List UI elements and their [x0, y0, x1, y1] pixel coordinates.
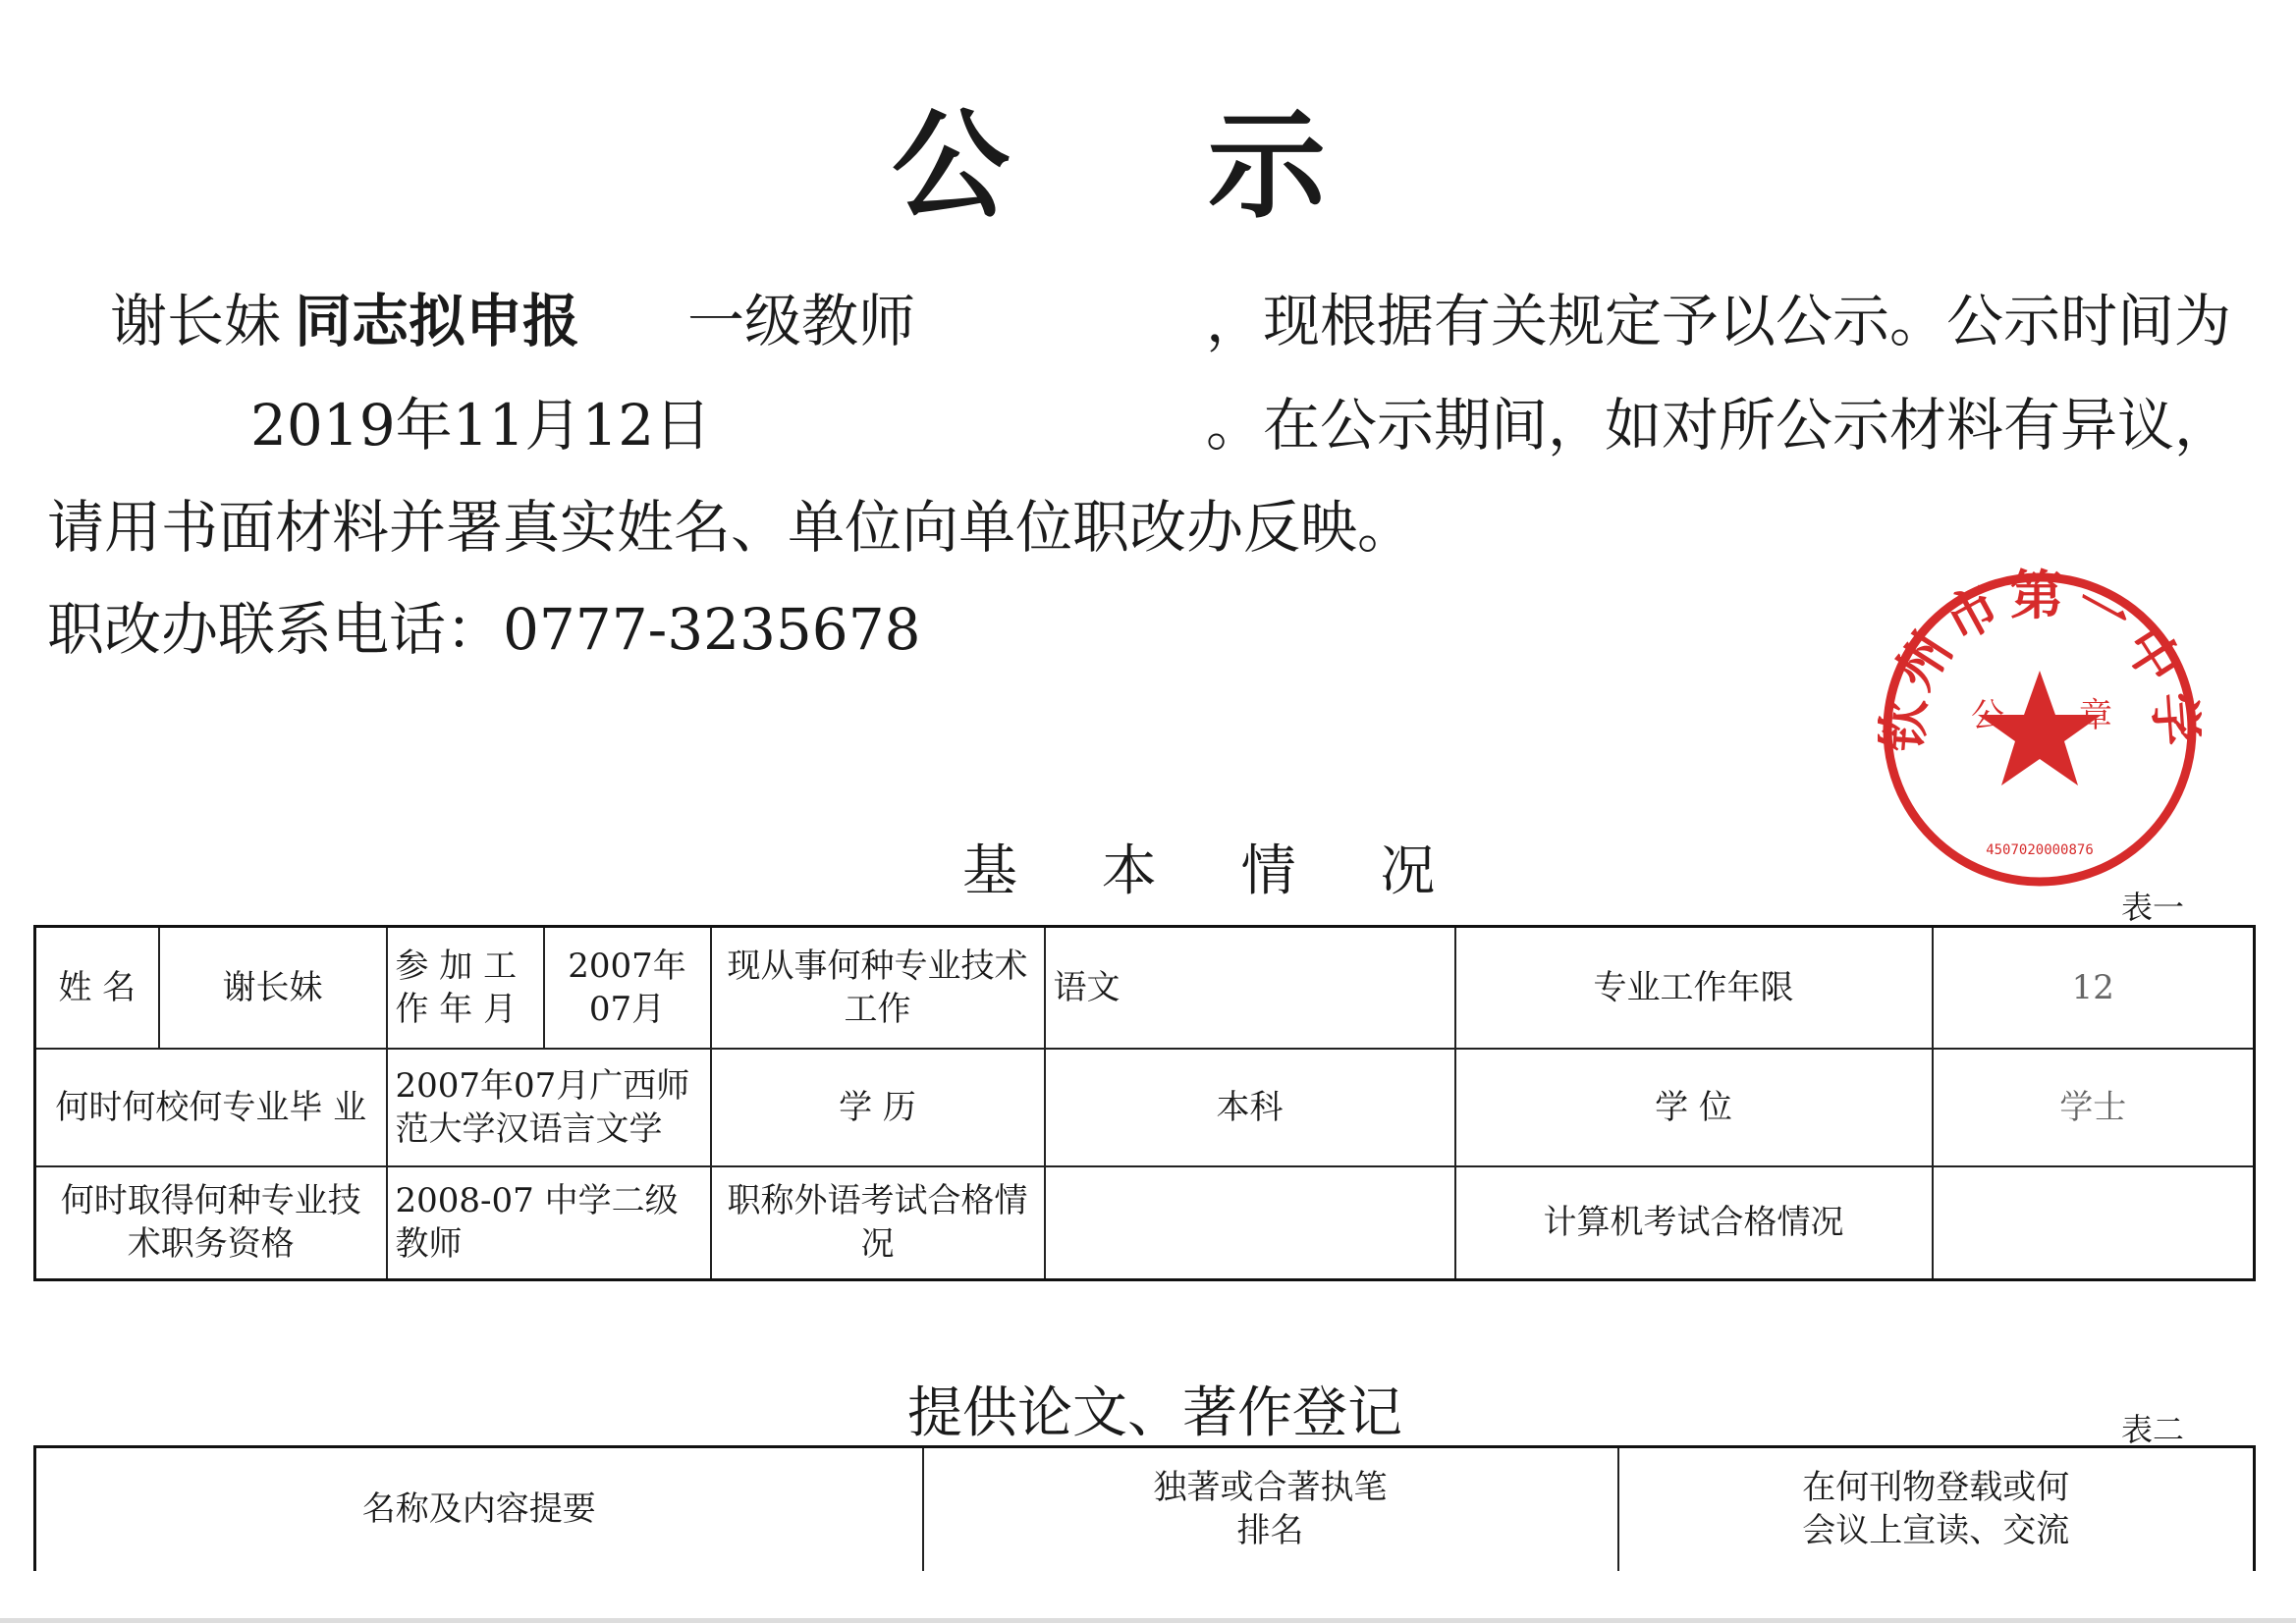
table-row [35, 1447, 2255, 1571]
official-seal [1878, 568, 2202, 892]
label-computer-exam: 计算机考试合格情况 [1455, 1166, 1933, 1280]
notice-line2-tail: 。在公示期间，如对所公示材料有异议， [1206, 392, 2232, 459]
table2-title: 提供论文、著作登记 [907, 1381, 1402, 1445]
value-degree: 学士 [1933, 1049, 2255, 1166]
notice-line1-verb: 同志拟申报 [295, 288, 580, 354]
notice-line1-tail: ，现根据有关规定予以公示。公示时间为 [1206, 288, 2232, 354]
table2-tag: 表二 [2121, 1411, 2185, 1448]
seal-serial: 4507020000876 [1986, 842, 2094, 858]
label-work-start: 参 加 工作 年 月 [387, 927, 544, 1049]
label-current-work: 现从事何种专业技术工作 [711, 927, 1045, 1049]
page-edge [0, 1618, 2296, 1623]
header-publication: 在何刊物登载或何会议上宣读、交流 [1618, 1447, 2255, 1571]
value-graduation: 2007年07月广西师范大学汉语言文学 [387, 1049, 711, 1166]
basic-info-table [33, 925, 2256, 1281]
table1-title: 基 本 情 况 [962, 839, 1469, 903]
papers-table [33, 1445, 2256, 1571]
notice-title: 公 示 [892, 98, 1404, 235]
table1-tag: 表一 [2121, 889, 2185, 926]
seal-ring-text: 钦州市第一中学 [1878, 568, 2202, 754]
value-qualification: 2008-07 中学二级教师 [387, 1166, 711, 1280]
seal-center-left: 公 [1971, 696, 2004, 735]
value-computer-exam [1933, 1166, 2255, 1280]
header-title: 名称及内容提要 [35, 1447, 923, 1571]
notice-date: 2019年11月12日 [250, 392, 712, 459]
header-authorship: 独著或合著执笔排名 [923, 1447, 1618, 1571]
table-row [35, 927, 2255, 1049]
value-name: 谢长妹 [159, 927, 387, 1049]
label-work-years: 专业工作年限 [1455, 927, 1933, 1049]
label-name: 姓 名 [35, 927, 159, 1049]
value-education: 本科 [1045, 1049, 1455, 1166]
contact-phone: 职改办联系电话：0777-3235678 [47, 596, 921, 663]
value-current-work: 语文 [1045, 927, 1455, 1049]
table-row [35, 1166, 2255, 1280]
label-education: 学 历 [711, 1049, 1045, 1166]
value-work-years: 12 [1933, 927, 2255, 1049]
notice-line1-name: 谢长妹 [110, 288, 282, 354]
label-qualification: 何时取得何种专业技术职务资格 [35, 1166, 387, 1280]
table-row [35, 1049, 2255, 1166]
seal-center-right: 章 [2079, 696, 2112, 735]
label-graduation: 何时何校何专业毕 业 [35, 1049, 387, 1166]
label-degree: 学 位 [1455, 1049, 1933, 1166]
value-work-start: 2007年07月 [544, 927, 711, 1049]
notice-line3: 请用书面材料并署真实姓名、单位向单位职改办反映。 [47, 494, 1415, 561]
notice-line1-position: 一级教师 [687, 288, 916, 354]
label-foreign-language: 职称外语考试合格情况 [711, 1166, 1045, 1280]
value-foreign-language [1045, 1166, 1455, 1280]
